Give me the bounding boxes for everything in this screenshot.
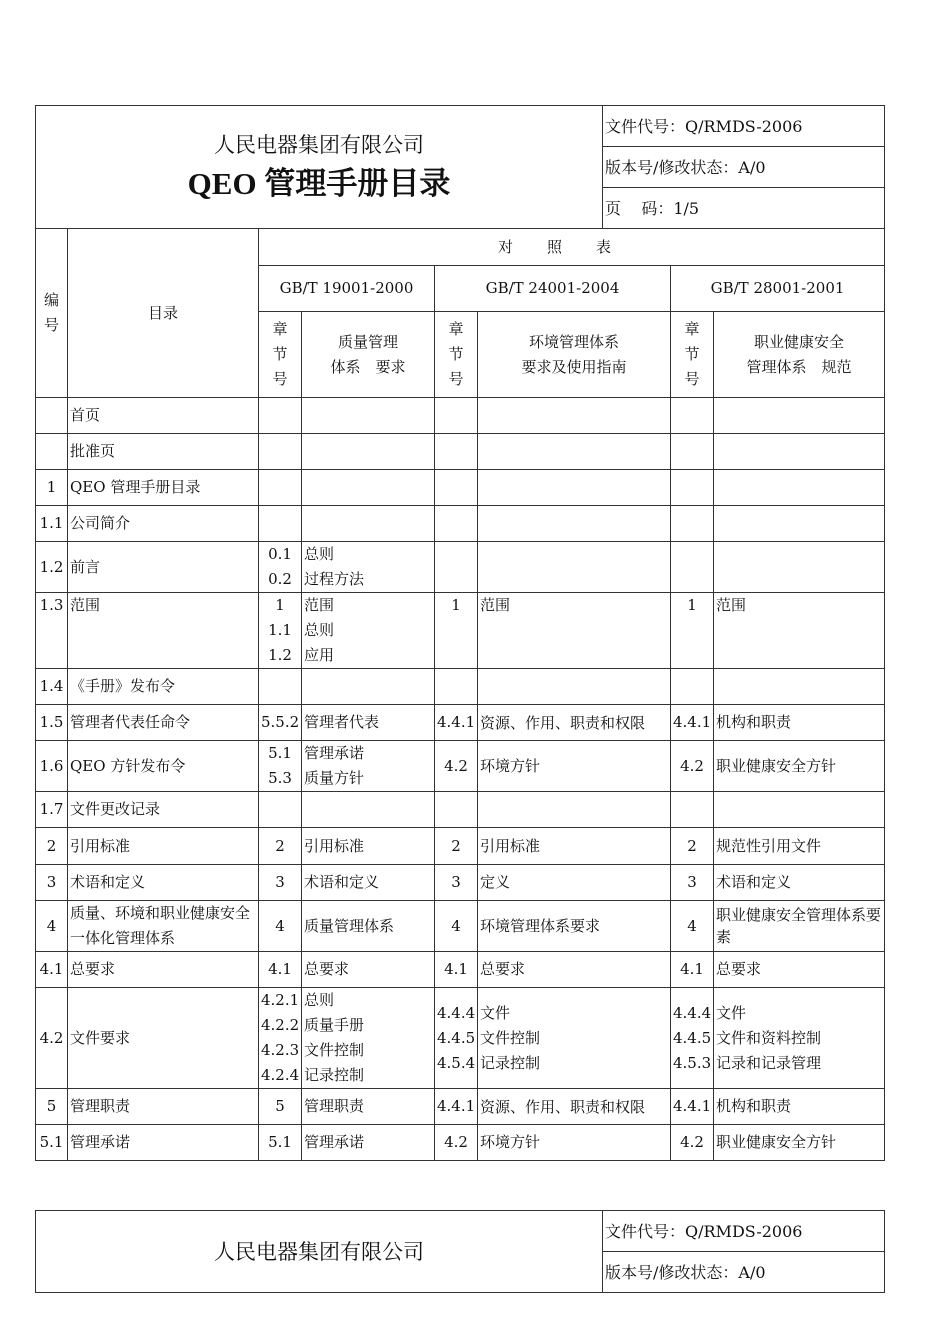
- clause-name: 管理承诺 质量方针: [302, 741, 435, 792]
- clause-name: [714, 506, 885, 542]
- doc-code: 文件代号：Q/RMDS-2006: [603, 106, 885, 147]
- clause-number: 1: [671, 593, 714, 669]
- clause-name: 总要求: [714, 952, 885, 988]
- clause-number: 3: [671, 865, 714, 901]
- row-number: 1.7: [36, 792, 68, 828]
- table-row: [36, 1089, 885, 1125]
- clause-name: 引用标准: [478, 828, 671, 865]
- clause-number: [671, 792, 714, 828]
- std1-name-header: 质量管理 体系 要求: [302, 312, 435, 398]
- clause-number: 4.2: [435, 741, 478, 792]
- clause-name: 机构和职责: [714, 705, 885, 741]
- row-number: 2: [36, 828, 68, 865]
- clause-number: 0.1 0.2: [259, 542, 302, 593]
- clause-number: [671, 542, 714, 593]
- clause-name: [302, 506, 435, 542]
- std2-name-header: 环境管理体系 要求及使用指南: [478, 312, 671, 398]
- table-row: [36, 988, 885, 1089]
- table-row: [36, 952, 885, 988]
- row-number: 4.1: [36, 952, 68, 988]
- clause-number: [259, 398, 302, 434]
- column-header-toc: 目录: [68, 229, 259, 398]
- clause-number: 5.5.2: [259, 705, 302, 741]
- table-row: [36, 792, 885, 828]
- clause-number: 2: [435, 828, 478, 865]
- next-page-header: [35, 1210, 885, 1293]
- clause-number: 4.4.1: [435, 705, 478, 741]
- row-number: 1.6: [36, 741, 68, 792]
- clause-number: 4.1: [671, 952, 714, 988]
- clause-name: 范围: [478, 593, 671, 669]
- clause-number: [671, 470, 714, 506]
- clause-name: 职业健康安全方针: [714, 741, 885, 792]
- clause-name: 职业健康安全方针: [714, 1125, 885, 1161]
- clause-number: [259, 792, 302, 828]
- section-no-header: 章 节 号: [671, 312, 714, 398]
- clause-number: [435, 506, 478, 542]
- clause-number: [435, 792, 478, 828]
- clause-number: 3: [435, 865, 478, 901]
- page-number: 页 码：1/5: [603, 188, 885, 229]
- version-status: 版本号/修改状态：A/0: [603, 1252, 885, 1293]
- clause-number: 4.2: [435, 1125, 478, 1161]
- version-status: 版本号/修改状态：A/0: [603, 147, 885, 188]
- clause-number: [435, 470, 478, 506]
- toc-entry: 前言: [68, 542, 259, 593]
- clause-name: 总要求: [478, 952, 671, 988]
- header-title-cell: [36, 106, 603, 229]
- clause-number: [671, 506, 714, 542]
- column-header-cross-ref: 对照表: [259, 229, 885, 266]
- toc-entry: 公司简介: [68, 506, 259, 542]
- toc-entry: QEO 方针发布令: [68, 741, 259, 792]
- clause-name: 文件 文件和资料控制 记录和记录管理: [714, 988, 885, 1089]
- clause-name: [478, 470, 671, 506]
- clause-name: 环境管理体系要求: [478, 901, 671, 952]
- clause-number: 5.1 5.3: [259, 741, 302, 792]
- row-number: [36, 434, 68, 470]
- clause-number: [259, 470, 302, 506]
- row-number: 1.2: [36, 542, 68, 593]
- toc-entry: 管理者代表任命令: [68, 705, 259, 741]
- clause-number: 1 1.1 1.2: [259, 593, 302, 669]
- company-name: 人民电器集团有限公司: [214, 133, 424, 157]
- clause-name: [478, 669, 671, 705]
- section-no-header: 章 节 号: [435, 312, 478, 398]
- clause-number: 4.4.4 4.4.5 4.5.3: [671, 988, 714, 1089]
- toc-table: [35, 228, 885, 1161]
- clause-name: [714, 792, 885, 828]
- footer-title-cell: [36, 1211, 603, 1293]
- table-row: [36, 741, 885, 792]
- clause-name: [478, 434, 671, 470]
- section-no-header: 章 节 号: [259, 312, 302, 398]
- toc-entry: 质量、环境和职业健康安全一体化管理体系: [68, 901, 259, 952]
- clause-name: 管理承诺: [302, 1125, 435, 1161]
- clause-number: [435, 669, 478, 705]
- clause-name: 规范性引用文件: [714, 828, 885, 865]
- clause-name: 术语和定义: [302, 865, 435, 901]
- toc-entry: QEO 管理手册目录: [68, 470, 259, 506]
- clause-number: 4: [435, 901, 478, 952]
- clause-name: [714, 434, 885, 470]
- table-row: [36, 506, 885, 542]
- row-number: [36, 398, 68, 434]
- table-row: [36, 470, 885, 506]
- toc-entry: 管理职责: [68, 1089, 259, 1125]
- clause-number: 5: [259, 1089, 302, 1125]
- company-name: 人民电器集团有限公司: [214, 1239, 424, 1264]
- clause-name: [302, 470, 435, 506]
- clause-number: 4.4.1: [671, 1089, 714, 1125]
- clause-number: 4.2.1 4.2.2 4.2.3 4.2.4: [259, 988, 302, 1089]
- clause-name: 定义: [478, 865, 671, 901]
- table-row: [36, 669, 885, 705]
- clause-name: 环境方针: [478, 741, 671, 792]
- toc-entry: 文件更改记录: [68, 792, 259, 828]
- clause-name: 职业健康安全管理体系要素: [714, 901, 885, 952]
- clause-number: 4.1: [435, 952, 478, 988]
- doc-code: 文件代号：Q/RMDS-2006: [603, 1211, 885, 1252]
- standard-gbt24001: GB/T 24001-2004: [435, 266, 671, 312]
- toc-entry: 文件要求: [68, 988, 259, 1089]
- clause-name: 资源、作用、职责和权限: [478, 1089, 671, 1125]
- row-number: 5: [36, 1089, 68, 1125]
- clause-number: [671, 398, 714, 434]
- toc-entry: 《手册》发布令: [68, 669, 259, 705]
- clause-name: [302, 792, 435, 828]
- clause-number: 4.4.1: [435, 1089, 478, 1125]
- clause-name: 术语和定义: [714, 865, 885, 901]
- clause-name: [302, 434, 435, 470]
- clause-number: 4: [671, 901, 714, 952]
- clause-name: 管理职责: [302, 1089, 435, 1125]
- clause-name: [478, 398, 671, 434]
- clause-number: 3: [259, 865, 302, 901]
- toc-entry: 批准页: [68, 434, 259, 470]
- row-number: 3: [36, 865, 68, 901]
- standard-gbt19001: GB/T 19001-2000: [259, 266, 435, 312]
- clause-number: [671, 669, 714, 705]
- table-row: [36, 901, 885, 952]
- clause-name: [714, 542, 885, 593]
- table-row: [36, 593, 885, 669]
- standard-gbt28001: GB/T 28001-2001: [671, 266, 885, 312]
- row-number: 5.1: [36, 1125, 68, 1161]
- clause-name: [714, 398, 885, 434]
- row-number: 1.1: [36, 506, 68, 542]
- page-title: QEO 管理手册目录: [187, 166, 451, 201]
- clause-name: 环境方针: [478, 1125, 671, 1161]
- clause-number: [259, 669, 302, 705]
- table-row: [36, 705, 885, 741]
- table-row: [36, 1125, 885, 1161]
- clause-name: [302, 669, 435, 705]
- table-row: [36, 828, 885, 865]
- column-header-no: 编 号: [36, 229, 68, 398]
- table-row: [36, 434, 885, 470]
- toc-entry: 首页: [68, 398, 259, 434]
- clause-name: [478, 506, 671, 542]
- clause-number: 4.2: [671, 1125, 714, 1161]
- clause-name: 总则 过程方法: [302, 542, 435, 593]
- row-number: 4: [36, 901, 68, 952]
- row-number: 1.3: [36, 593, 68, 669]
- toc-entry: 管理承诺: [68, 1125, 259, 1161]
- table-row: [36, 865, 885, 901]
- clause-number: 4.4.4 4.4.5 4.5.4: [435, 988, 478, 1089]
- table-row: [36, 398, 885, 434]
- toc-entry: 范围: [68, 593, 259, 669]
- clause-number: 5.1: [259, 1125, 302, 1161]
- clause-name: 管理者代表: [302, 705, 435, 741]
- toc-entry: 术语和定义: [68, 865, 259, 901]
- clause-number: [435, 542, 478, 593]
- clause-name: 总则 质量手册 文件控制 记录控制: [302, 988, 435, 1089]
- clause-name: 范围: [714, 593, 885, 669]
- clause-name: [714, 470, 885, 506]
- toc-entry: 引用标准: [68, 828, 259, 865]
- clause-name: 总要求: [302, 952, 435, 988]
- clause-name: [478, 792, 671, 828]
- clause-number: [259, 506, 302, 542]
- toc-entry: 总要求: [68, 952, 259, 988]
- clause-number: [671, 434, 714, 470]
- clause-number: [435, 398, 478, 434]
- clause-name: [302, 398, 435, 434]
- clause-name: 机构和职责: [714, 1089, 885, 1125]
- clause-number: 1: [435, 593, 478, 669]
- document-header: [35, 105, 885, 229]
- row-number: 1: [36, 470, 68, 506]
- clause-number: 4.2: [671, 741, 714, 792]
- clause-number: 2: [259, 828, 302, 865]
- clause-number: [435, 434, 478, 470]
- clause-number: [259, 434, 302, 470]
- clause-name: 资源、作用、职责和权限: [478, 705, 671, 741]
- clause-name: [478, 542, 671, 593]
- clause-name: 质量管理体系: [302, 901, 435, 952]
- row-number: 1.4: [36, 669, 68, 705]
- clause-name: 范围 总则 应用: [302, 593, 435, 669]
- row-number: 1.5: [36, 705, 68, 741]
- clause-name: 文件 文件控制 记录控制: [478, 988, 671, 1089]
- clause-number: 2: [671, 828, 714, 865]
- clause-number: 4.4.1: [671, 705, 714, 741]
- clause-name: 引用标准: [302, 828, 435, 865]
- table-row: [36, 542, 885, 593]
- clause-number: 4.1: [259, 952, 302, 988]
- std3-name-header: 职业健康安全 管理体系 规范: [714, 312, 885, 398]
- clause-name: [714, 669, 885, 705]
- clause-number: 4: [259, 901, 302, 952]
- row-number: 4.2: [36, 988, 68, 1089]
